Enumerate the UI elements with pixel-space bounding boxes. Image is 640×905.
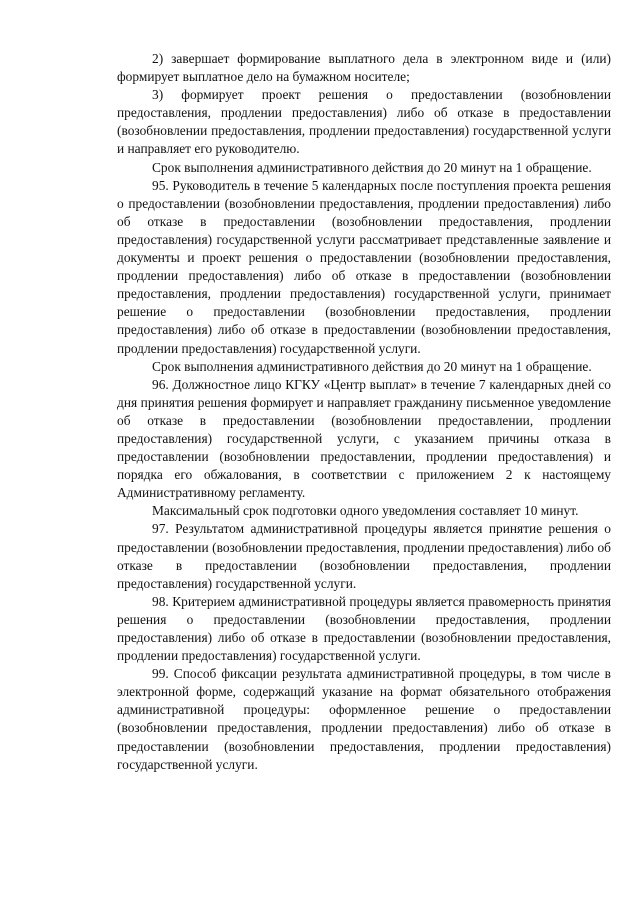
paragraph-97: 97. Результатом административной процедуры является принятие решения о предоставлении (возобновлении предоставления, продлении предоставления) либо об отказе в предоставлении (возобновлении предоставления, продлении предоставления) государственной услуги. <box>117 521 611 591</box>
paragraph-95: 95. Руководитель в течение 5 календарных после поступления проекта решения о предоставлении (возобновлении предоставления, продлении предоставления) либо об отказе в предоставлении (возобновлении предоставления, продлении предоставления) государственной услуги рассматривает представленные заявление и документы и проект решения о предоставлении (возобновлении предоставления, продлении предоставления) либо об отказе в предоставлении (возобновлении предоставления, продлении предоставления) государственной услуги, принимает решение о предоставлении (возобновлении предоставления, продлении предоставления) либо об отказе в предоставлении (возобновлении предоставления, продлении предоставления) государственной услуги. <box>117 177 611 356</box>
paragraph-99: 99. Способ фиксации результата административной процедуры, в том числе в электронной форме, содержащий указание на формат обязательного отображения административной процедуры: оформленное решение о предоставлении (возобновлении предоставления, продлении предоставления) либо об отказе в предоставлении (возобновлении предоставления, продлении предоставления) государственной услуги. <box>117 666 611 772</box>
paragraph-item-3: 3) формирует проект решения о предоставлении (возобновлении предоставления, продлении предоставления) либо об отказе в предоставлении (возобновлении предоставления, продлении предоставления) государственной услуги и направляет его руководителю. <box>117 87 611 157</box>
paragraph-98: 98. Критерием административной процедуры является правомерность принятия решения о предоставлении (возобновлении предоставления, продлении предоставления) либо об отказе в предоставлении (возобновлении предоставления, продлении предоставления) государственной услуги. <box>117 593 611 664</box>
document-page <box>117 50 611 774</box>
paragraph-notice-deadline: Максимальный срок подготовки одного уведомления составляет 10 минут. <box>152 503 579 519</box>
paragraph-item-2: 2) завершает формирование выплатного дела в электронном виде и (или) формирует выплатное дело на бумажном носителе; <box>117 51 611 85</box>
paragraph-deadline-1: Срок выполнения административного действия до 20 минут на 1 обращение. <box>152 159 592 175</box>
paragraph-deadline-2: Срок выполнения административного действия до 20 минут на 1 обращение. <box>152 358 592 374</box>
paragraph-96: 96. Должностное лицо КГКУ «Центр выплат» в течение 7 календарных дней со дня принятия решения формирует и направляет гражданину письменное уведомление об отказе в предоставлении (возобновлении предоставлении, продлении предоставления) государственной услуги, с указанием причины отказа в предоставлении (возобновлении предоставлении, продлении предоставления) и порядка его обжалования, в соответствии с приложением 2 к настоящему Административному регламенту. <box>117 376 611 501</box>
